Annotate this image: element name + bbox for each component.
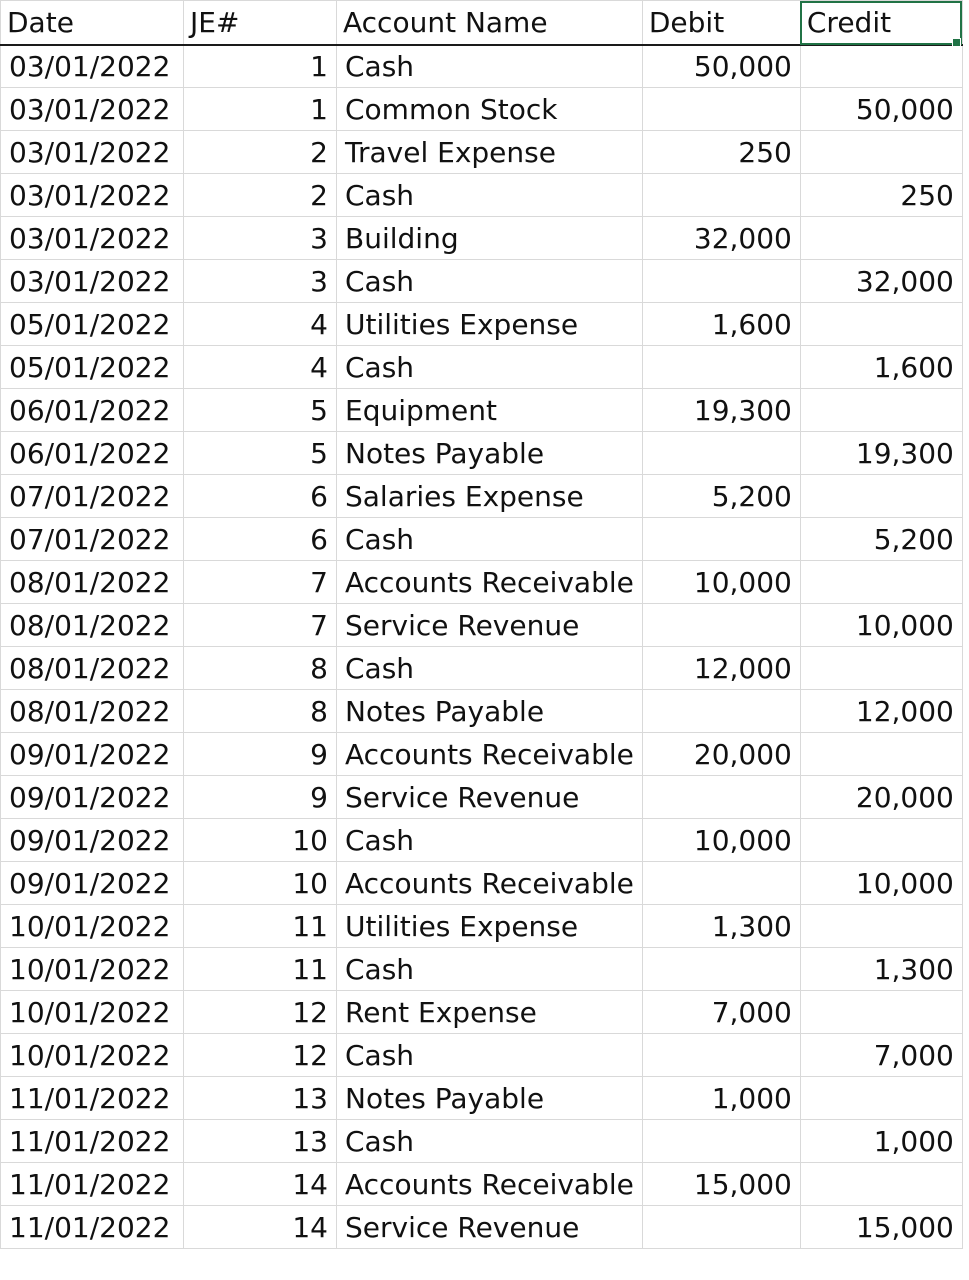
cell-je-number[interactable]: 8: [184, 690, 337, 733]
cell-credit[interactable]: [800, 733, 962, 776]
cell-date[interactable]: 08/01/2022: [1, 647, 184, 690]
cell-date[interactable]: 03/01/2022: [1, 45, 184, 88]
cell-account-name[interactable]: Utilities Expense: [337, 905, 643, 948]
cell-account-name[interactable]: Service Revenue: [337, 776, 643, 819]
cell-date[interactable]: 11/01/2022: [1, 1077, 184, 1120]
header-cell-account-name[interactable]: Account Name: [337, 1, 643, 45]
table-row: [1, 948, 963, 991]
cell-debit[interactable]: [642, 690, 800, 733]
cell-credit[interactable]: [800, 131, 962, 174]
cell-date[interactable]: 03/01/2022: [1, 217, 184, 260]
cell-je-number[interactable]: 2: [184, 131, 337, 174]
cell-je-number[interactable]: 9: [184, 733, 337, 776]
cell-date[interactable]: 03/01/2022: [1, 131, 184, 174]
header-cell-credit-selected[interactable]: Credit: [800, 1, 962, 45]
cell-date[interactable]: 09/01/2022: [1, 776, 184, 819]
cell-debit[interactable]: 1,600: [642, 303, 800, 346]
cell-account-name[interactable]: Travel Expense: [337, 131, 643, 174]
cell-debit[interactable]: [642, 1120, 800, 1163]
cell-je-number[interactable]: 11: [184, 948, 337, 991]
cell-account-name[interactable]: Cash: [337, 1120, 643, 1163]
cell-je-number[interactable]: 9: [184, 776, 337, 819]
table-row: [1, 905, 963, 948]
cell-account-name[interactable]: Cash: [337, 518, 643, 561]
cell-debit[interactable]: [642, 174, 800, 217]
cell-credit[interactable]: [800, 217, 962, 260]
cell-date[interactable]: 06/01/2022: [1, 389, 184, 432]
cell-je-number[interactable]: 13: [184, 1120, 337, 1163]
table-row: [1, 1206, 963, 1249]
cell-credit[interactable]: 250: [800, 174, 962, 217]
cell-account-name[interactable]: Salaries Expense: [337, 475, 643, 518]
cell-credit[interactable]: [800, 1163, 962, 1206]
cell-credit[interactable]: [800, 303, 962, 346]
cell-date[interactable]: 09/01/2022: [1, 733, 184, 776]
cell-credit[interactable]: [800, 45, 962, 88]
cell-credit[interactable]: [800, 1077, 962, 1120]
cell-credit[interactable]: [800, 647, 962, 690]
cell-credit[interactable]: [800, 991, 962, 1034]
table-row: [1, 389, 963, 432]
cell-je-number[interactable]: 6: [184, 518, 337, 561]
cell-account-name[interactable]: Common Stock: [337, 88, 643, 131]
cell-account-name[interactable]: Notes Payable: [337, 432, 643, 475]
cell-je-number[interactable]: 8: [184, 647, 337, 690]
cell-debit[interactable]: [642, 1206, 800, 1249]
cell-debit[interactable]: 1,000: [642, 1077, 800, 1120]
cell-credit[interactable]: 1,600: [800, 346, 962, 389]
cell-account-name[interactable]: Service Revenue: [337, 1206, 643, 1249]
cell-date[interactable]: 10/01/2022: [1, 948, 184, 991]
cell-date[interactable]: 07/01/2022: [1, 518, 184, 561]
cell-credit[interactable]: [800, 475, 962, 518]
table-row: [1, 819, 963, 862]
cell-je-number[interactable]: 10: [184, 819, 337, 862]
cell-je-number[interactable]: 2: [184, 174, 337, 217]
cell-je-number[interactable]: 5: [184, 432, 337, 475]
cell-account-name[interactable]: Cash: [337, 346, 643, 389]
cell-debit[interactable]: [642, 346, 800, 389]
cell-debit[interactable]: [642, 260, 800, 303]
cell-debit[interactable]: 250: [642, 131, 800, 174]
cell-date[interactable]: 07/01/2022: [1, 475, 184, 518]
cell-account-name[interactable]: Cash: [337, 948, 643, 991]
table-row: [1, 131, 963, 174]
cell-je-number[interactable]: 10: [184, 862, 337, 905]
selection-fill-handle[interactable]: [952, 38, 961, 47]
sheet-body: [1, 45, 963, 1249]
cell-account-name[interactable]: Accounts Receivable: [337, 733, 643, 776]
cell-account-name[interactable]: Accounts Receivable: [337, 1163, 643, 1206]
cell-je-number[interactable]: 1: [184, 45, 337, 88]
table-row: [1, 604, 963, 647]
cell-credit[interactable]: 7,000: [800, 1034, 962, 1077]
cell-date[interactable]: 05/01/2022: [1, 346, 184, 389]
cell-debit[interactable]: [642, 432, 800, 475]
cell-debit[interactable]: [642, 88, 800, 131]
table-row: [1, 174, 963, 217]
cell-account-name[interactable]: Rent Expense: [337, 991, 643, 1034]
cell-je-number[interactable]: 5: [184, 389, 337, 432]
cell-credit[interactable]: 5,200: [800, 518, 962, 561]
cell-je-number[interactable]: 11: [184, 905, 337, 948]
cell-date[interactable]: 09/01/2022: [1, 819, 184, 862]
cell-date[interactable]: 03/01/2022: [1, 174, 184, 217]
cell-date[interactable]: 05/01/2022: [1, 303, 184, 346]
cell-je-number[interactable]: 14: [184, 1163, 337, 1206]
cell-debit[interactable]: 15,000: [642, 1163, 800, 1206]
table-row: [1, 432, 963, 475]
cell-date[interactable]: 09/01/2022: [1, 862, 184, 905]
cell-date[interactable]: 08/01/2022: [1, 561, 184, 604]
table-row: [1, 346, 963, 389]
cell-debit[interactable]: 20,000: [642, 733, 800, 776]
table-row: [1, 88, 963, 131]
cell-account-name[interactable]: Accounts Receivable: [337, 862, 643, 905]
cell-account-name[interactable]: Cash: [337, 647, 643, 690]
cell-je-number[interactable]: 3: [184, 260, 337, 303]
table-row: [1, 260, 963, 303]
cell-debit[interactable]: 19,300: [642, 389, 800, 432]
table-row: [1, 1120, 963, 1163]
cell-je-number[interactable]: 6: [184, 475, 337, 518]
cell-credit[interactable]: 50,000: [800, 88, 962, 131]
cell-debit[interactable]: [642, 604, 800, 647]
cell-credit[interactable]: 19,300: [800, 432, 962, 475]
table-row: [1, 1077, 963, 1120]
cell-account-name[interactable]: Cash: [337, 260, 643, 303]
cell-debit[interactable]: 32,000: [642, 217, 800, 260]
cell-debit[interactable]: [642, 776, 800, 819]
table-row: [1, 217, 963, 260]
table-row: [1, 45, 963, 88]
header-cell-debit[interactable]: Debit: [642, 1, 800, 45]
cell-account-name[interactable]: Accounts Receivable: [337, 561, 643, 604]
cell-date[interactable]: 10/01/2022: [1, 905, 184, 948]
cell-credit[interactable]: 10,000: [800, 862, 962, 905]
table-row: [1, 776, 963, 819]
cell-account-name[interactable]: Service Revenue: [337, 604, 643, 647]
cell-je-number[interactable]: 4: [184, 346, 337, 389]
cell-account-name[interactable]: Cash: [337, 174, 643, 217]
cell-date[interactable]: 10/01/2022: [1, 991, 184, 1034]
cell-date[interactable]: 10/01/2022: [1, 1034, 184, 1077]
table-row: [1, 991, 963, 1034]
cell-debit[interactable]: 1,300: [642, 905, 800, 948]
cell-je-number[interactable]: 3: [184, 217, 337, 260]
cell-debit[interactable]: [642, 518, 800, 561]
cell-date[interactable]: 06/01/2022: [1, 432, 184, 475]
cell-debit[interactable]: 50,000: [642, 45, 800, 88]
cell-credit[interactable]: 20,000: [800, 776, 962, 819]
cell-debit[interactable]: 5,200: [642, 475, 800, 518]
cell-date[interactable]: 08/01/2022: [1, 690, 184, 733]
cell-credit[interactable]: 12,000: [800, 690, 962, 733]
cell-date[interactable]: 03/01/2022: [1, 88, 184, 131]
header-row: [1, 1, 963, 45]
cell-date[interactable]: 08/01/2022: [1, 604, 184, 647]
table-row: [1, 475, 963, 518]
cell-account-name[interactable]: Cash: [337, 819, 643, 862]
table-row: [1, 1163, 963, 1206]
cell-account-name[interactable]: Cash: [337, 1034, 643, 1077]
cell-account-name[interactable]: Notes Payable: [337, 1077, 643, 1120]
table-row: [1, 561, 963, 604]
cell-je-number[interactable]: 12: [184, 991, 337, 1034]
cell-debit[interactable]: 7,000: [642, 991, 800, 1034]
cell-je-number[interactable]: 12: [184, 1034, 337, 1077]
cell-date[interactable]: 11/01/2022: [1, 1163, 184, 1206]
cell-credit[interactable]: 1,300: [800, 948, 962, 991]
table-row: [1, 303, 963, 346]
cell-credit[interactable]: [800, 389, 962, 432]
cell-debit[interactable]: 10,000: [642, 819, 800, 862]
cell-debit[interactable]: 10,000: [642, 561, 800, 604]
cell-credit[interactable]: [800, 561, 962, 604]
cell-credit[interactable]: [800, 905, 962, 948]
table-row: [1, 690, 963, 733]
cell-date[interactable]: 11/01/2022: [1, 1120, 184, 1163]
cell-je-number[interactable]: 1: [184, 88, 337, 131]
cell-account-name[interactable]: Equipment: [337, 389, 643, 432]
cell-credit[interactable]: [800, 819, 962, 862]
table-row: [1, 1034, 963, 1077]
cell-credit[interactable]: 32,000: [800, 260, 962, 303]
cell-account-name[interactable]: Utilities Expense: [337, 303, 643, 346]
table-row: [1, 518, 963, 561]
cell-credit[interactable]: 10,000: [800, 604, 962, 647]
cell-debit[interactable]: [642, 948, 800, 991]
cell-credit[interactable]: 15,000: [800, 1206, 962, 1249]
cell-debit[interactable]: 12,000: [642, 647, 800, 690]
cell-account-name[interactable]: Cash: [337, 45, 643, 88]
cell-date[interactable]: 11/01/2022: [1, 1206, 184, 1249]
cell-je-number[interactable]: 13: [184, 1077, 337, 1120]
cell-debit[interactable]: [642, 862, 800, 905]
cell-date[interactable]: 03/01/2022: [1, 260, 184, 303]
cell-credit[interactable]: 1,000: [800, 1120, 962, 1163]
cell-je-number[interactable]: 7: [184, 604, 337, 647]
header-cell-je-number[interactable]: JE#: [184, 1, 337, 45]
cell-je-number[interactable]: 14: [184, 1206, 337, 1249]
table-row: [1, 733, 963, 776]
table-row: [1, 647, 963, 690]
cell-account-name[interactable]: Building: [337, 217, 643, 260]
cell-debit[interactable]: [642, 1034, 800, 1077]
cell-je-number[interactable]: 7: [184, 561, 337, 604]
table-row: [1, 862, 963, 905]
cell-account-name[interactable]: Notes Payable: [337, 690, 643, 733]
cell-je-number[interactable]: 4: [184, 303, 337, 346]
header-cell-date[interactable]: Date: [1, 1, 184, 45]
